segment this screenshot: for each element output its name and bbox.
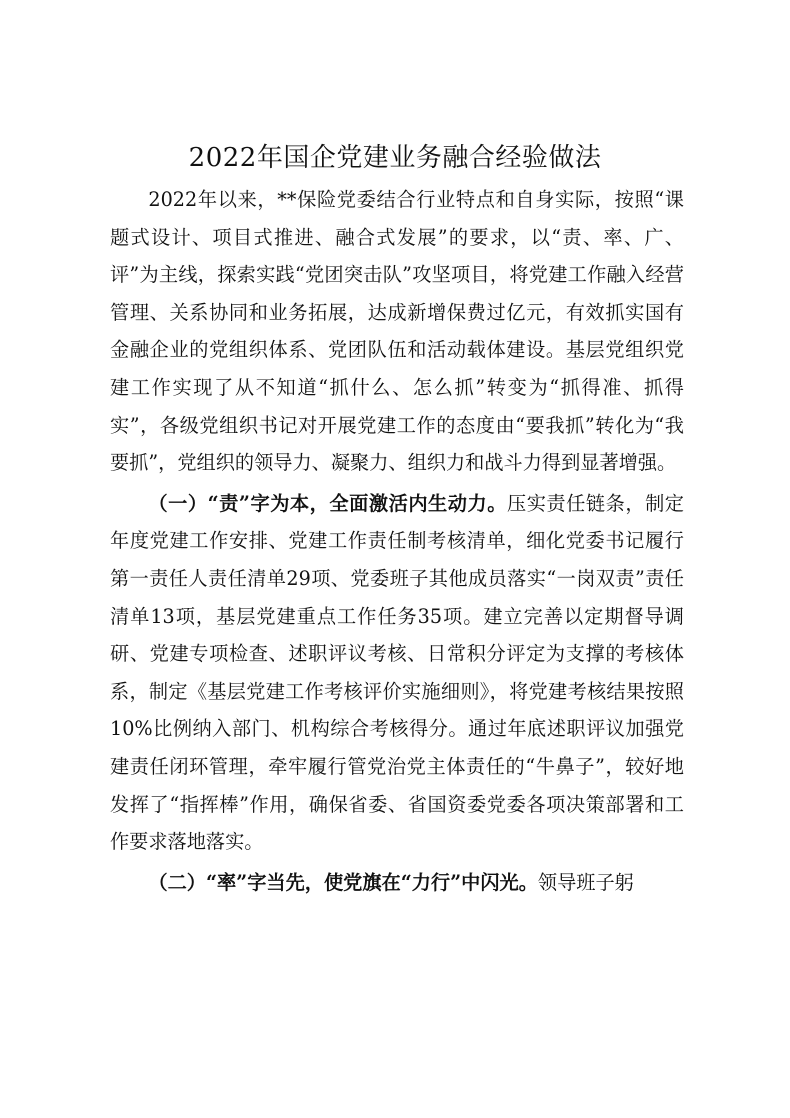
document-body [110, 181, 684, 901]
document-title: 2022年国企党建业务融合经验做法 [188, 143, 602, 173]
section-1-text: 压实责任链条，制定年度党建工作安排、党建工作责任制考核清单，细化党委书记履行第一责任人责任清单29项、党委班子其他成员落实“一岗双责”责任清单13项，基层党建重点工作任务35项。建立完善以定期督导调研、党建专项检查、述职评议考核、日常积分评定为支撑的考核体系，制定《基层党建工作考核评价实施细则》，将党建考核结果按照10%比例纳入部门、机构综合考核得分。通过年底述职评议加强党建责任闭环管理，牵牢履行管党治党主体责任的“牛鼻子”，较好地发挥了“指挥棒”作用，确保省委、省国资委党委各项决策部署和工作要求落地落实。 [110, 491, 684, 854]
section-2-paragraph [110, 864, 684, 902]
section-2-heading: （二）“率”字当先，使党旗在“力行”中闪光。 [148, 870, 538, 894]
section-1-heading: （一）“责”字为本，全面激活内生动力。 [148, 491, 507, 515]
intro-text: 2022年以来，**保险党委结合行业特点和自身实际，按照“课题式设计、项目式推进、融合式发展”的要求，以“责、率、广、评”为主线，探索实践“党团突击队”攻坚项目，将党建工作融入经营管理、关系协同和业务拓展，达成新增保费过亿元，有效抓实国有金融企业的党组织体系、党团队伍和活动载体建设。基层党组织党建工作实现了从不知道“抓什么、怎么抓”转变为“抓得准、抓得实”，各级党组织书记对开展党建工作的态度由“要我抓”转化为“我要抓”，党组织的领导力、凝聚力、组织力和战斗力得到显著增强。 [110, 188, 684, 475]
section-2-text: 领导班子躬 [537, 870, 634, 894]
section-1-paragraph [110, 485, 684, 861]
intro-paragraph [110, 181, 684, 482]
